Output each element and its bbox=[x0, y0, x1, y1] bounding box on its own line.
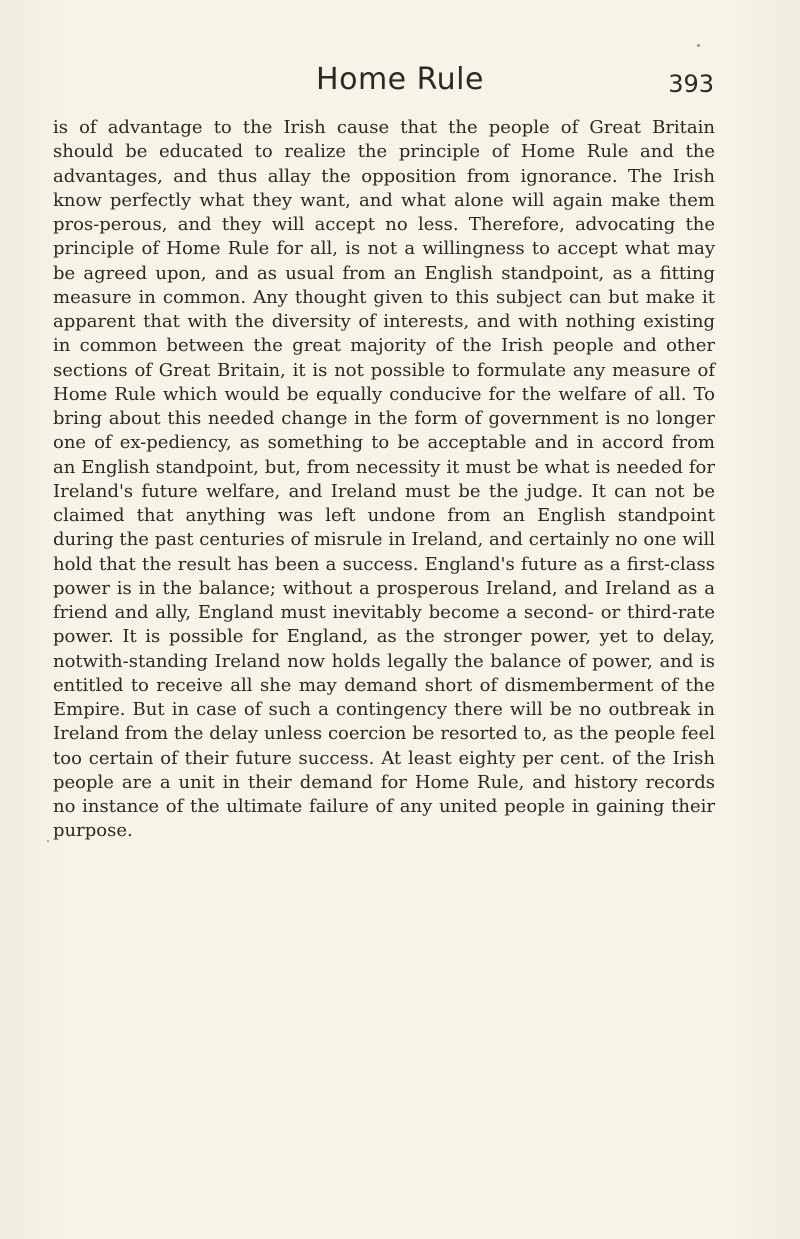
paper-speck bbox=[697, 44, 700, 47]
paper-speck bbox=[47, 840, 49, 842]
body-paragraph: is of advantage to the Irish cause that the people of Great Britain should be educated to realize the principle of Home Rule and the advantages, and thus allay the opposition from ignorance. The Irish know perfectly what they want, and what alone will again make them pros-perous, and they will accept no less. Therefore, advocating the principle of Home Rule for all, is not a willingness to accept what may be agreed upon, and as usual from an English standpoint, as a fitting measure in common. Any thought given to this subject can but make it apparent that with the diversity of interests, and with nothing existing in common between the great majority of the Irish people and other sections of Great Britain, it is not possible to formulate any measure of Home Rule which would be equally conducive for the welfare of all. To bring about this needed change in the form of government is no longer one of ex-pediency, as something to be acceptable and in accord from an English standpoint, but, from necessity it must be what is needed for Ireland's future welfare, and Ireland must be the judge. It can not be claimed that anything was left undone from an English standpoint during the past centuries of misrule in Ireland, and certainly no one will hold that the result has been a success. England's future as a first-class power is in the balance; without a prosperous Ireland, and Ireland as a friend and ally, England must inevitably become a second- or third-rate power. It is possible for England, as the stronger power, yet to delay, notwith-standing Ireland now holds legally the balance of power, and is entitled to receive all she may demand short of dismemberment of the Empire. But in case of such a contingency there will be no outbreak in Ireland from the delay unless coercion be resorted to, as the people feel too certain of their future success. At least eighty per cent. of the Irish people are a unit in their demand for Home Rule, and history records no instance of the ultimate failure of any united people in gaining their purpose. bbox=[53, 117, 715, 842]
page-number: 393 bbox=[668, 70, 714, 98]
running-head bbox=[0, 58, 800, 108]
chapter-title: Home Rule bbox=[316, 62, 484, 97]
